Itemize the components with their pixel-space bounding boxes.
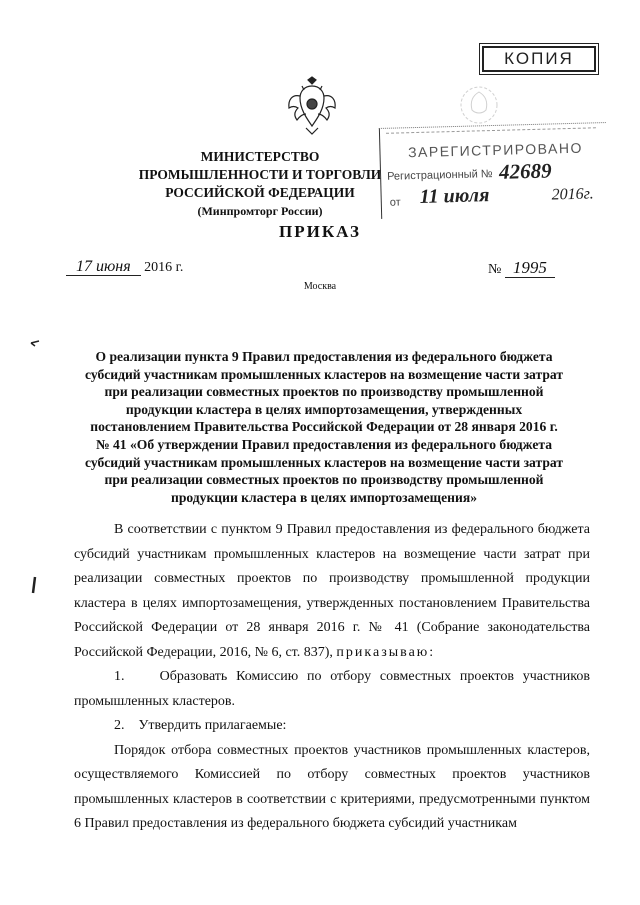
order-city: Москва xyxy=(303,281,337,292)
title-line: постановлением Правительства Российской Федерации от 28 января 2016 г. xyxy=(90,419,558,435)
title-line: субсидий участникам промышленных кластеров на возмещение части затрат xyxy=(84,454,564,470)
russian-coat-of-arms-icon xyxy=(286,76,338,136)
item-2 xyxy=(74,714,590,739)
order-date-handwritten: 17 июня xyxy=(66,258,141,276)
title-line: О реализации пункта 9 Правил предоставления из федерального бюджета xyxy=(95,349,553,364)
registration-number-label: Регистрационный № xyxy=(386,168,493,183)
order-date-year: 2016 г. xyxy=(144,260,184,275)
margin-mark-arrow-icon xyxy=(30,338,40,348)
margin-mark-stroke-icon xyxy=(30,576,38,594)
registration-date: 11 июля xyxy=(419,184,490,208)
registration-title: ЗАРЕГИСТРИРОВАНО xyxy=(407,139,584,161)
order-number-value: 1995 xyxy=(505,258,555,278)
document-type: ПРИКАЗ xyxy=(279,222,361,241)
intro-text: В соответствии с пунктом 9 Правил предоставления из федерального бюджета субсидий участникам промышленных кластеров на возмещение части затрат при реализации совместных проектов по производству промышленной продукции кластера в целях импортозамещения, утвержденных постановлением Правительства Российской Федерации от 28 января 2016 г. № 41 (Собрание законодательства Российской Федерации, 2016, № 6, ст. 837), xyxy=(74,522,590,660)
ministry-header xyxy=(130,148,390,220)
ministry-name-line1: МИНИСТЕРСТВО ПРОМЫШЛЕННОСТИ И ТОРГОВЛИ xyxy=(138,149,382,182)
title-line: при реализации совместных проектов по производству промышленной xyxy=(104,472,544,488)
item-1-text: Образовать Комиссию по отбору совместных проектов участников промышленных кластеров. xyxy=(74,669,590,709)
order-number-label: № xyxy=(488,262,502,277)
order-title xyxy=(74,348,574,506)
order-number xyxy=(488,258,555,278)
faded-seal-icon xyxy=(456,82,502,128)
ministry-short-name: (Минпромторг России) xyxy=(197,204,323,218)
registration-stamp xyxy=(379,122,608,219)
registration-date-label: от xyxy=(389,196,401,209)
item-1 xyxy=(74,665,590,714)
order-body xyxy=(74,518,590,837)
item-2-number: 2. xyxy=(114,718,125,733)
title-line: продукции кластера в целях импортозамещения, утвержденных xyxy=(125,401,523,417)
paragraph-3: Порядок отбора совместных проектов участников промышленных кластеров, осуществляемого Комиссией по отбору совместных проектов участников промышленных кластеров в соответствии с критериями, предусмотренными пунктом 6 Правил предоставления из федерального бюджета субсидий участникам xyxy=(74,742,590,831)
item-2-text: Утвердить прилагаемые: xyxy=(138,718,287,733)
order-date xyxy=(66,258,183,276)
copy-stamp: КОПИЯ xyxy=(482,46,596,72)
intro-paragraph xyxy=(74,518,590,665)
ministry-name-line2: РОССИЙСКОЙ ФЕДЕРАЦИИ xyxy=(165,185,355,200)
intro-command: приказываю: xyxy=(336,644,436,660)
title-line: № 41 «Об утверждении Правил предоставления из федерального бюджета xyxy=(95,436,553,452)
stamp-dashed-line xyxy=(386,127,596,134)
item-1-number: 1. xyxy=(114,669,125,684)
title-line: при реализации совместных проектов по производству промышленной xyxy=(104,384,544,400)
title-line: субсидий участникам промышленных кластеров на возмещение части затрат xyxy=(84,366,564,382)
title-line: продукции кластера в целях импортозамещения» xyxy=(170,489,477,505)
registration-number: 42689 xyxy=(498,158,552,184)
registration-year: 2016г. xyxy=(551,185,594,204)
